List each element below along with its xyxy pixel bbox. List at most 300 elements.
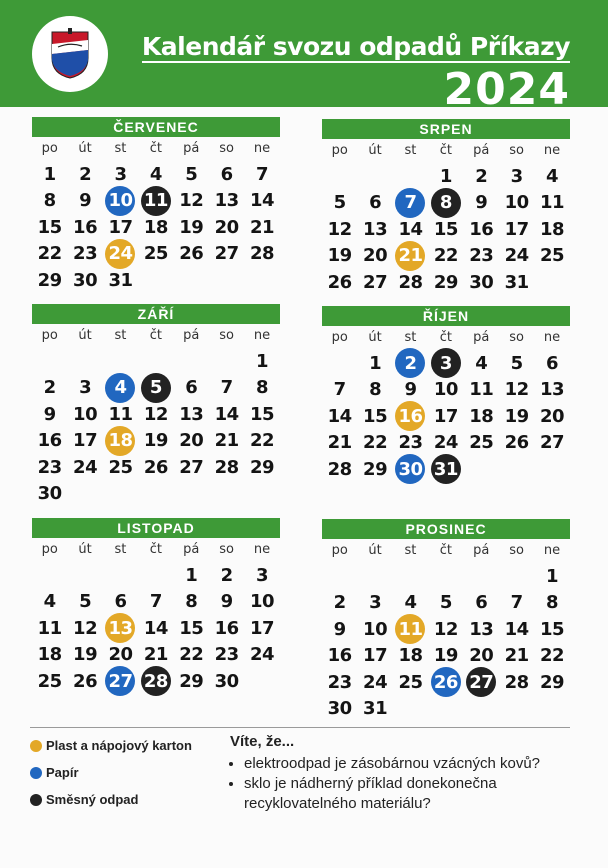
day-number: 26 [327,271,352,293]
plastic-pickup-day [103,428,138,455]
day-cell [428,430,463,457]
weekday-label: út [368,330,382,345]
day-number: 9 [404,379,417,401]
empty-cell [322,350,357,377]
day-cell [499,243,534,270]
day-cell [32,241,67,268]
day-number: 25 [398,671,423,693]
day-number: 12 [433,618,458,640]
month-name: PROSINEC [322,519,570,539]
day-number: 6 [475,592,488,614]
day-number: 6 [114,591,127,613]
day-cell [464,377,499,404]
month-name: ZÁŘÍ [32,304,280,324]
day-cell [357,403,392,430]
day-cell [174,589,209,616]
day-cell [464,403,499,430]
day-cell [428,616,463,643]
weekday-label: po [41,542,58,557]
day-number: 13 [105,613,135,643]
empty-cell [138,348,173,375]
day-number: 16 [327,645,352,667]
day-cell [464,430,499,457]
day-number: 24 [250,644,275,666]
day-cell [67,428,102,455]
did-you-know-box [230,733,580,814]
day-number: 23 [398,432,423,454]
empty-cell [393,163,428,190]
plastic-pickup-day [393,616,428,643]
day-number: 11 [540,192,565,214]
day-number: 12 [73,617,98,639]
day-number: 2 [333,592,346,614]
month-name: LISTOPAD [32,518,280,538]
day-cell [534,669,569,696]
weekday-label: st [404,330,417,345]
day-number: 2 [395,348,425,378]
day-number: 21 [504,645,529,667]
day-cell [32,589,67,616]
day-number: 24 [433,432,458,454]
day-cell [174,454,209,481]
day-number: 20 [179,430,204,452]
day-cell [174,241,209,268]
day-number: 27 [540,432,565,454]
day-cell [138,214,173,241]
day-number: 9 [220,591,233,613]
year-label: 2024 [443,64,570,115]
day-number: 31 [504,271,529,293]
day-number: 6 [185,377,198,399]
day-cell [32,428,67,455]
weekday-label: so [219,328,235,343]
day-number: 8 [431,188,461,218]
day-number: 4 [43,591,56,613]
weekday-label: ne [253,542,271,557]
day-number: 26 [179,243,204,265]
day-number: 10 [250,591,275,613]
day-cell [244,428,279,455]
day-cell [534,563,569,590]
day-cell [67,615,102,642]
divider [30,727,570,728]
day-cell [357,430,392,457]
day-grid [32,538,280,695]
day-number: 21 [143,644,168,666]
day-number: 13 [363,218,388,240]
day-cell [32,454,67,481]
day-number: 30 [395,454,425,484]
day-cell [464,216,499,243]
day-number: 30 [73,269,98,291]
day-cell [32,375,67,402]
day-cell [357,643,392,670]
day-number: 27 [363,271,388,293]
day-number: 5 [510,352,523,374]
day-cell [534,190,569,217]
day-number: 4 [105,373,135,403]
day-cell [499,377,534,404]
day-cell [499,669,534,696]
weekday-label: čt [439,543,452,558]
day-cell [103,267,138,294]
day-cell [138,454,173,481]
mixed-waste-pickup-day [138,188,173,215]
day-number: 1 [546,565,559,587]
day-cell [103,642,138,669]
day-cell [428,163,463,190]
day-number: 3 [114,163,127,185]
day-number: 11 [37,617,62,639]
weekday-label: čt [439,143,452,158]
day-cell [209,642,244,669]
empty-cell [322,563,357,590]
weekday-label: ne [543,543,561,558]
month-name: ČERVENEC [32,117,280,137]
day-number: 1 [185,564,198,586]
day-number: 23 [327,671,352,693]
weekday-label: po [41,141,58,156]
day-number: 7 [510,592,523,614]
day-cell [428,377,463,404]
mixed-waste-pickup-day [138,375,173,402]
day-cell [209,428,244,455]
fact-item: • sklo je nádherný příklad donekonečna recyklovatelného materiálu? [244,774,580,814]
day-cell [244,401,279,428]
day-cell [244,642,279,669]
day-cell [393,669,428,696]
day-number: 10 [433,379,458,401]
day-cell [174,428,209,455]
mixed-waste-pickup-day [428,350,463,377]
day-number: 26 [431,667,461,697]
day-cell [103,589,138,616]
day-cell [174,375,209,402]
day-number: 9 [333,618,346,640]
day-number: 7 [395,188,425,218]
day-number: 20 [214,216,239,238]
day-number: 31 [363,698,388,720]
day-number: 28 [504,671,529,693]
day-number: 30 [469,271,494,293]
day-number: 22 [37,243,62,265]
day-cell [67,188,102,215]
day-number: 16 [214,617,239,639]
legend-item-mixed [30,786,192,813]
day-number: 14 [250,190,275,212]
day-cell [67,401,102,428]
coat-of-arms-logo [32,16,108,92]
day-cell [103,214,138,241]
day-number: 30 [37,483,62,505]
weekday-label: ne [253,328,271,343]
day-number: 8 [546,592,559,614]
day-number: 26 [73,670,98,692]
day-cell [464,590,499,617]
yellow-dot-icon [30,740,42,752]
empty-cell [428,563,463,590]
weekday-label: pá [183,328,200,343]
paper-pickup-day [428,669,463,696]
day-cell [534,616,569,643]
day-cell [428,643,463,670]
day-number: 15 [37,216,62,238]
weekday-label: st [114,141,127,156]
day-cell [534,377,569,404]
day-number: 3 [369,592,382,614]
month-calendar [322,306,570,483]
day-number: 29 [540,671,565,693]
day-number: 11 [469,379,494,401]
day-cell [464,163,499,190]
weekday-label: ne [543,143,561,158]
day-number: 7 [256,163,269,185]
day-number: 25 [469,432,494,454]
day-number: 29 [433,271,458,293]
legend-item-plastic [30,732,192,759]
day-number: 16 [469,218,494,240]
day-number: 28 [250,243,275,265]
day-cell [174,562,209,589]
legend-item-paper [30,759,192,786]
day-number: 20 [540,405,565,427]
day-number: 15 [363,405,388,427]
weekday-label: čt [439,330,452,345]
day-number: 14 [143,617,168,639]
plastic-pickup-day [103,615,138,642]
day-number: 5 [79,591,92,613]
day-cell [67,668,102,695]
day-cell [67,214,102,241]
day-cell [499,590,534,617]
day-number: 30 [214,670,239,692]
day-number: 17 [73,430,98,452]
day-number: 13 [179,403,204,425]
day-cell [534,163,569,190]
day-number: 18 [540,218,565,240]
day-cell [138,642,173,669]
day-number: 4 [546,165,559,187]
day-number: 7 [149,591,162,613]
mixed-waste-pickup-day [428,190,463,217]
day-number: 1 [43,163,56,185]
day-number: 9 [475,192,488,214]
day-cell [138,401,173,428]
day-number: 4 [404,592,417,614]
day-cell [499,163,534,190]
day-number: 15 [179,617,204,639]
day-number: 28 [327,458,352,480]
empty-cell [174,348,209,375]
black-dot-icon [30,794,42,806]
day-number: 15 [250,403,275,425]
day-cell [138,589,173,616]
weekday-label: po [331,543,348,558]
day-number: 9 [43,403,56,425]
day-number: 12 [143,403,168,425]
day-cell [357,590,392,617]
day-cell [209,241,244,268]
day-number: 30 [327,698,352,720]
day-cell [174,401,209,428]
day-number: 27 [214,243,239,265]
day-cell [393,430,428,457]
day-cell [67,267,102,294]
day-number: 27 [105,666,135,696]
day-number: 19 [433,645,458,667]
day-number: 8 [185,591,198,613]
day-cell [534,430,569,457]
day-cell [393,216,428,243]
day-cell [393,643,428,670]
day-cell [209,214,244,241]
day-cell [103,161,138,188]
day-grid [322,139,570,296]
weekday-label: so [509,330,525,345]
weekday-label: ne [253,141,271,156]
day-cell [174,668,209,695]
day-number: 25 [540,245,565,267]
day-number: 19 [327,245,352,267]
day-cell [322,243,357,270]
legend-label: Směsný odpad [46,792,139,807]
day-cell [138,161,173,188]
day-cell [209,615,244,642]
day-number: 19 [179,216,204,238]
day-number: 23 [73,243,98,265]
day-cell [138,428,173,455]
day-grid [322,326,570,483]
day-number: 15 [433,218,458,240]
day-cell [322,643,357,670]
day-number: 22 [433,245,458,267]
day-cell [32,668,67,695]
day-number: 4 [475,352,488,374]
day-number: 17 [504,218,529,240]
empty-cell [103,562,138,589]
day-number: 20 [363,245,388,267]
day-number: 13 [469,618,494,640]
day-number: 1 [439,165,452,187]
empty-cell [138,562,173,589]
weekday-label: st [404,143,417,158]
day-number: 7 [220,377,233,399]
weekday-label: út [78,542,92,557]
day-number: 14 [504,618,529,640]
empty-cell [357,163,392,190]
day-number: 22 [250,430,275,452]
paper-pickup-day [393,350,428,377]
day-cell [174,188,209,215]
day-number: 10 [105,186,135,216]
day-cell [357,616,392,643]
day-number: 19 [504,405,529,427]
day-number: 17 [250,617,275,639]
day-cell [244,615,279,642]
day-number: 29 [37,269,62,291]
day-number: 5 [185,163,198,185]
empty-cell [393,563,428,590]
day-cell [499,403,534,430]
day-number: 22 [363,432,388,454]
day-number: 17 [433,405,458,427]
day-number: 6 [369,192,382,214]
day-cell [499,643,534,670]
day-cell [32,267,67,294]
day-cell [428,269,463,296]
day-cell [322,190,357,217]
plastic-pickup-day [393,243,428,270]
day-number: 20 [469,645,494,667]
mixed-waste-pickup-day [428,456,463,483]
day-cell [357,456,392,483]
day-cell [244,454,279,481]
day-cell [534,403,569,430]
day-cell [534,243,569,270]
day-number: 22 [540,645,565,667]
day-cell [32,615,67,642]
day-cell [464,190,499,217]
day-cell [534,350,569,377]
day-number: 11 [395,614,425,644]
day-cell [499,216,534,243]
day-number: 18 [469,405,494,427]
weekday-label: so [219,141,235,156]
day-number: 18 [105,426,135,456]
plastic-pickup-day [393,403,428,430]
day-cell [244,589,279,616]
day-number: 6 [546,352,559,374]
day-number: 14 [327,405,352,427]
day-number: 5 [333,192,346,214]
legend-label: Plast a nápojový karton [46,738,192,753]
day-cell [393,377,428,404]
day-number: 3 [431,348,461,378]
day-cell [499,269,534,296]
facts-list [230,754,580,814]
weekday-label: čt [149,141,162,156]
day-cell [244,214,279,241]
day-number: 18 [143,216,168,238]
month-calendar [322,119,570,296]
day-number: 12 [179,190,204,212]
day-cell [209,375,244,402]
day-number: 8 [256,377,269,399]
day-cell [464,616,499,643]
day-cell [357,269,392,296]
paper-pickup-day [393,456,428,483]
day-number: 23 [469,245,494,267]
day-cell [174,615,209,642]
day-number: 11 [141,186,171,216]
day-cell [357,377,392,404]
day-number: 19 [143,430,168,452]
empty-cell [209,348,244,375]
facts-title: Víte, že... [230,733,295,750]
empty-cell [32,348,67,375]
weekday-label: po [331,330,348,345]
day-number: 15 [540,618,565,640]
day-cell [32,401,67,428]
day-number: 27 [466,667,496,697]
day-number: 25 [108,456,133,478]
day-number: 10 [363,618,388,640]
day-number: 1 [256,350,269,372]
day-cell [209,668,244,695]
day-grid [32,137,280,294]
day-number: 28 [398,271,423,293]
day-cell [322,403,357,430]
